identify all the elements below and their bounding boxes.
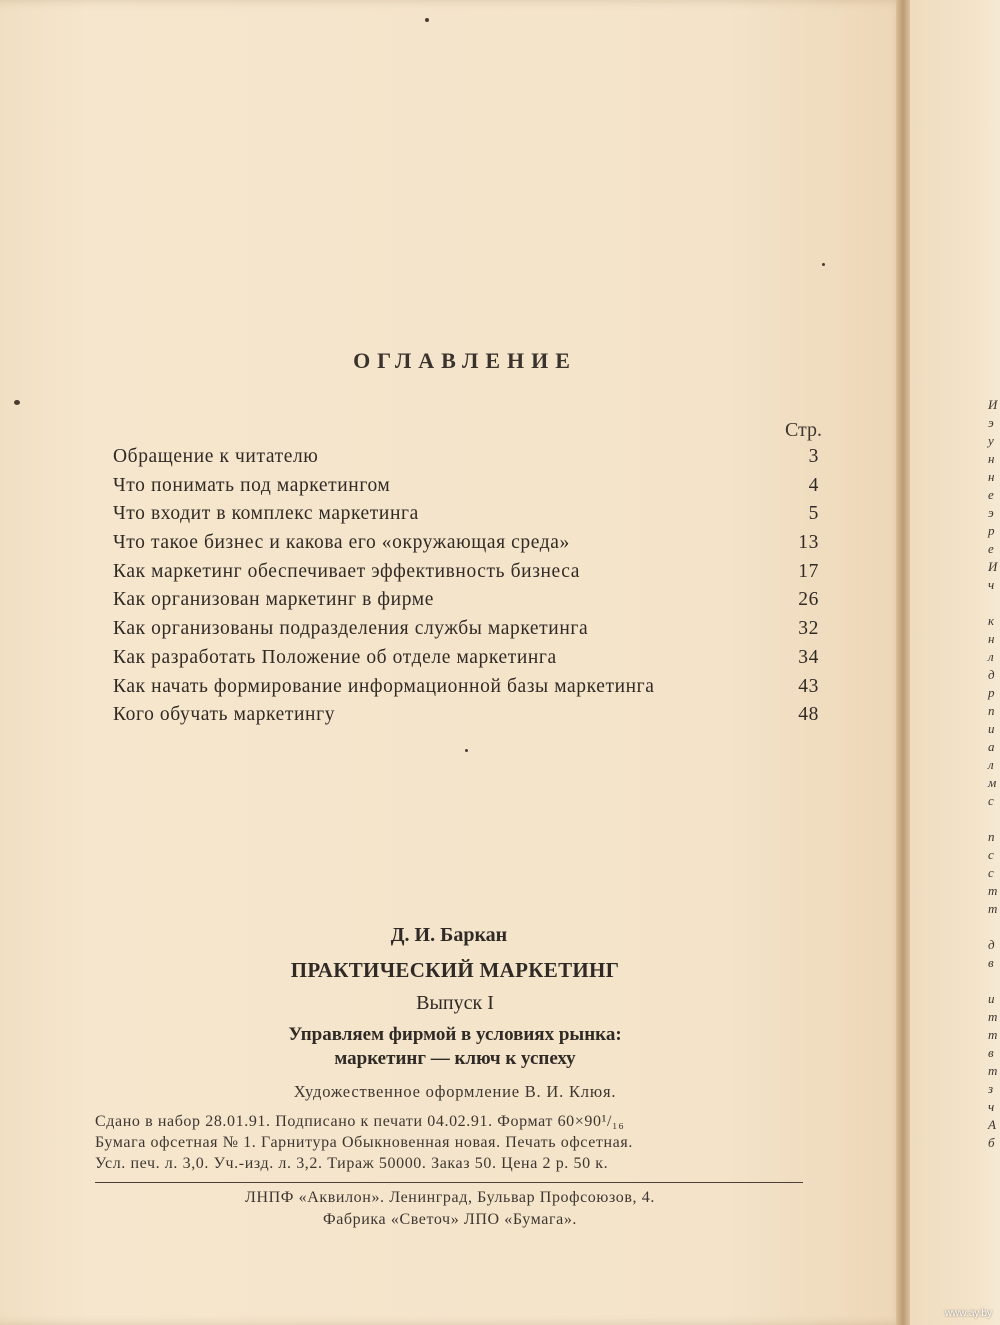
print-speck xyxy=(425,18,429,22)
toc-entry xyxy=(113,532,823,561)
toc-heading: ОГЛАВЛЕНИЕ xyxy=(353,348,577,373)
adjacent-page-letter: н xyxy=(988,469,995,484)
subtitle-line: маркетинг — ключ к успеху xyxy=(334,1048,576,1069)
toc-entry xyxy=(113,647,823,676)
adjacent-page-letter: ч xyxy=(988,577,995,592)
toc-entry xyxy=(113,446,823,475)
toc-entry-title: Как разработать Положение об отделе маркетинга xyxy=(113,646,557,668)
adjacent-page-text-fragments xyxy=(988,396,1000,1152)
book-subtitle xyxy=(95,1023,815,1071)
divider-rule xyxy=(95,1182,803,1183)
adjacent-page-letter: е xyxy=(988,487,994,502)
book-title: ПРАКТИЧЕСКИЙ МАРКЕТИНГ xyxy=(290,958,620,982)
adjacent-page-letter: у xyxy=(988,433,994,448)
adjacent-page-letter: п xyxy=(988,703,995,718)
adjacent-page-letter: с xyxy=(988,793,994,808)
toc-entry-title: Что такое бизнес и какова его «окружающая среда» xyxy=(113,532,570,554)
publisher-info xyxy=(95,1187,805,1231)
subtitle-line: Управляем фирмой в условиях рынка: xyxy=(288,1024,622,1045)
print-details xyxy=(95,1111,815,1174)
adjacent-page-letter: т xyxy=(988,901,998,916)
toc-entry-title: Как начать формирование информационной базы маркетинга xyxy=(113,675,655,697)
author-name: Д. И. Баркан xyxy=(390,924,508,946)
toc-entry-title: Как организованы подразделения службы маркетинга xyxy=(113,618,589,640)
adjacent-page-letter: в xyxy=(988,1045,994,1060)
adjacent-page-letter: н xyxy=(988,451,995,466)
toc-entry-title: Что понимать под маркетингом xyxy=(113,474,391,496)
adjacent-page-letter: И xyxy=(988,397,998,412)
toc-entry xyxy=(113,475,823,504)
adjacent-page-letter: в xyxy=(988,955,994,970)
issue-number: Выпуск I xyxy=(416,992,494,1014)
toc-entry-page: 34 xyxy=(798,646,819,668)
adjacent-page-letter: п xyxy=(988,829,995,844)
adjacent-page-edge xyxy=(910,0,1000,1325)
imprint-block xyxy=(95,924,815,1231)
adjacent-page-letter: д xyxy=(988,667,995,682)
adjacent-page-letter: И xyxy=(988,559,998,574)
toc-entry xyxy=(113,503,823,532)
toc-entry-page: 13 xyxy=(798,532,819,554)
adjacent-page-letter: т xyxy=(988,883,998,898)
publisher-line: Фабрика «Светоч» ЛПО «Бумага». xyxy=(322,1211,578,1228)
toc-entry-title: Что входит в комплекс маркетинга xyxy=(113,503,419,525)
adjacent-page-letter: н xyxy=(988,631,995,646)
print-details-line: Бумага офсетная № 1. Гарнитура Обыкновенная новая. Печать офсетная. xyxy=(95,1134,633,1151)
book-gutter xyxy=(896,0,910,1325)
adjacent-page-letter: л xyxy=(988,649,994,664)
toc-entry-title: Кого обучать маркетингу xyxy=(113,704,336,726)
adjacent-page-letter xyxy=(988,810,1000,828)
adjacent-page-letter: и xyxy=(988,991,995,1006)
toc-entry-title: Обращение к читателю xyxy=(113,446,319,467)
adjacent-page-letter: м xyxy=(988,775,997,790)
adjacent-page-letter: т xyxy=(988,1063,998,1078)
toc-entry-title: Как организован маркетинг в фирме xyxy=(113,589,434,611)
adjacent-page-letter: р xyxy=(988,685,995,700)
adjacent-page-letter: и xyxy=(988,721,995,736)
adjacent-page-letter: б xyxy=(988,1135,995,1150)
adjacent-page-letter: с xyxy=(988,865,994,880)
toc-entry xyxy=(113,676,823,705)
print-speck xyxy=(822,263,825,266)
adjacent-page-letter: к xyxy=(988,613,995,628)
toc-entry-title: Как маркетинг обеспечивает эффективность бизнеса xyxy=(113,560,581,582)
print-speck xyxy=(465,749,468,752)
toc-entry-page: 3 xyxy=(808,446,819,467)
print-details-line: Усл. печ. л. 3,0. Уч.-изд. л. 3,2. Тираж 50000. Заказ 50. Цена 2 р. 50 к. xyxy=(95,1155,609,1172)
adjacent-page-letter: т xyxy=(988,1009,998,1024)
adjacent-page-letter: э xyxy=(988,505,994,520)
toc-entry-page: 43 xyxy=(798,675,819,697)
print-details-line: Сдано в набор 28.01.91. Подписано к печати 04.02.91. Формат 60×90¹/₁₆ xyxy=(95,1113,625,1130)
print-speck xyxy=(14,400,20,405)
toc-entry-page: 26 xyxy=(798,589,819,611)
adjacent-page-letter: л xyxy=(988,757,994,772)
adjacent-page-letter: с xyxy=(988,847,994,862)
adjacent-page-letter: р xyxy=(988,523,995,538)
adjacent-page-letter: т xyxy=(988,1027,998,1042)
adjacent-page-letter: ч xyxy=(988,1099,995,1114)
toc-entry xyxy=(113,589,823,618)
design-credit: Художественное оформление В. И. Клюя. xyxy=(293,1082,617,1101)
watermark: www.ay.by xyxy=(944,1308,992,1319)
adjacent-page-letter: з xyxy=(988,1081,994,1096)
page-column-label: Стр. xyxy=(784,419,822,441)
adjacent-page-letter: е xyxy=(988,541,994,556)
toc-entry-page: 17 xyxy=(798,560,819,582)
toc-entry xyxy=(113,618,823,647)
adjacent-page-letter: А xyxy=(988,1117,996,1132)
adjacent-page-letter xyxy=(988,594,1000,612)
adjacent-page-letter: д xyxy=(988,937,995,952)
toc-entry-page: 48 xyxy=(798,704,819,726)
toc-entry xyxy=(113,561,823,590)
toc-entry-page: 5 xyxy=(808,503,819,525)
adjacent-page-letter: э xyxy=(988,415,994,430)
toc-entry xyxy=(113,704,823,733)
adjacent-page-letter: а xyxy=(988,739,995,754)
table-of-contents xyxy=(113,446,823,733)
publisher-line: ЛНПФ «Аквилон». Ленинград, Бульвар Профсоюзов, 4. xyxy=(245,1189,655,1206)
adjacent-page-letter xyxy=(988,918,1000,936)
toc-entry-page: 32 xyxy=(798,618,819,640)
adjacent-page-letter xyxy=(988,972,1000,990)
toc-entry-page: 4 xyxy=(808,474,819,496)
